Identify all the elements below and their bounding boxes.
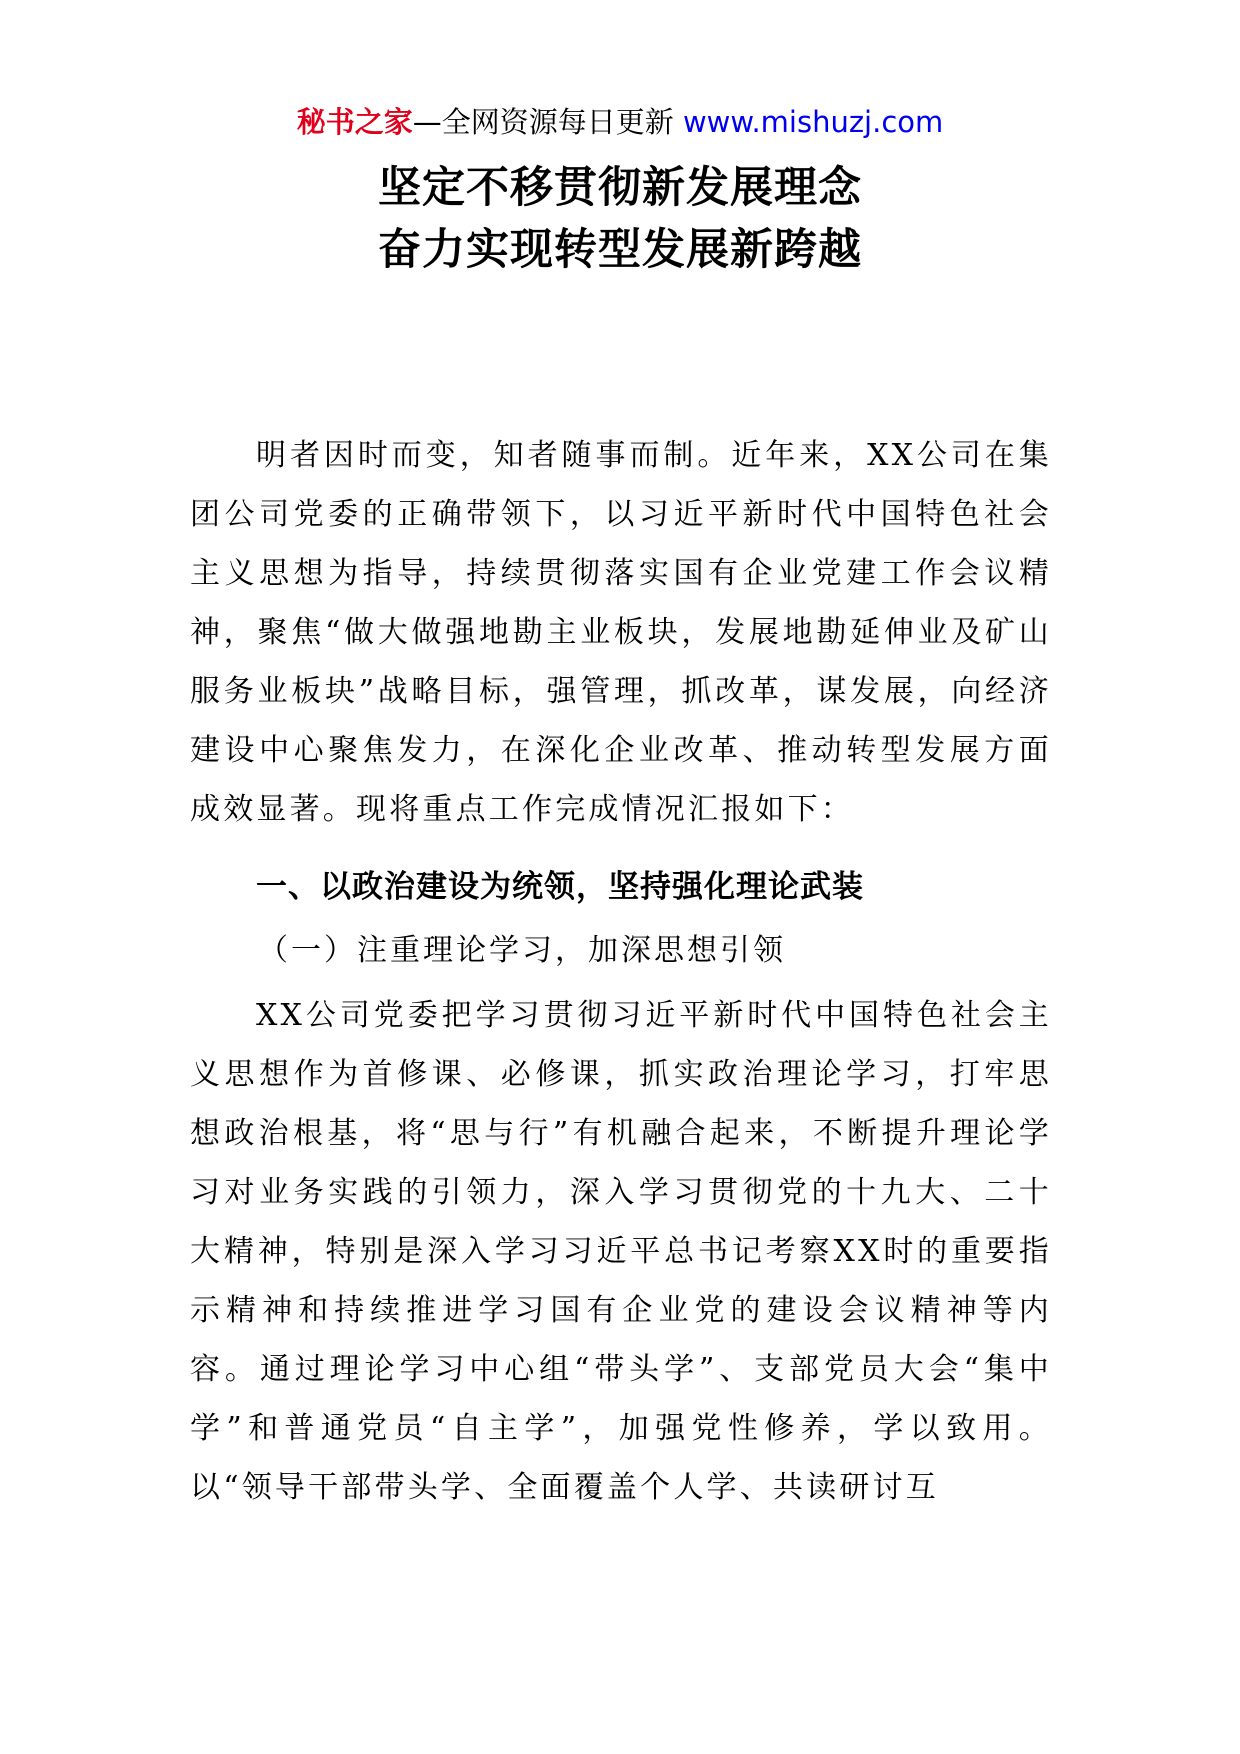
body-paragraph: XX公司党委把学习贯彻习近平新时代中国特色社会主义思想作为首修课、必修课，抓实政治理论学习，打牢思想政治根基，将“思与行”有机融合起来，不断提升理论学习对业务实践的引领力，深入学习贯彻党的十九大、二十大精神，特别是深入学习习近平总书记考察XX时的重要指示精神和持续推进学习国有企业党的建设会议精神等内容。通过理论学习中心组“带头学”、支部党员大会“集中学”和普通党员“自主学”，加强党性修养，学以致用。以“领导干部带头学、全面覆盖个人学、共读研讨互 (190, 998, 1052, 1505)
watermark-slogan: —全网资源每日更新 (412, 105, 683, 139)
watermark-brand: 秘书之家 (296, 105, 413, 139)
document-title-line-2: 奋力实现转型发展新跨越 (378, 225, 862, 275)
watermark-url-link[interactable]: www.mishuzj.com (682, 105, 944, 139)
document-title-line-1: 坚定不移贯彻新发展理念 (378, 163, 862, 213)
section-heading-1: 一、以政治建设为统领，坚持强化理论武装 (256, 869, 864, 905)
watermark-banner (0, 102, 1240, 142)
subsection-heading-1: （一）注重理论学习，加深思想引领 (258, 933, 786, 968)
intro-paragraph: 明者因时而变，知者随事而制。近年来，XX公司在集团公司党委的正确带领下，以习近平新时代中国特色社会主义思想为指导，持续贯彻落实国有企业党建工作会议精神，聚焦“做大做强地勘主业板块，发展地勘延伸业及矿山服务业板块”战略目标，强管理，抓改革，谋发展，向经济建设中心聚焦发力，在深化企业改革、推动转型发展方面成效显著。现将重点工作完成情况汇报如下： (190, 438, 1052, 827)
